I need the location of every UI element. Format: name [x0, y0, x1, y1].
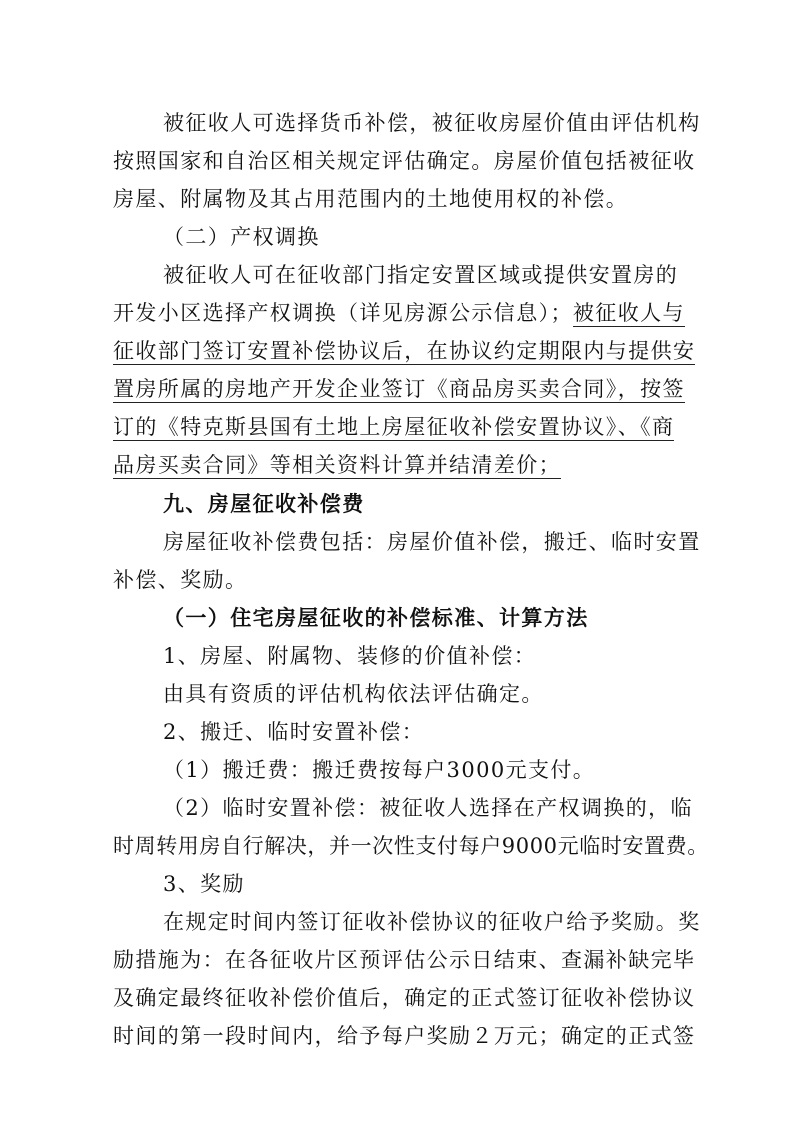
- section-heading: （一）住宅房屋征收的补偿标准、计算方法: [163, 606, 589, 630]
- paragraph-line: 时周转用房自行解决，并一次性支付每户9000元临时安置费。: [113, 834, 709, 858]
- paragraph-line: 时间的第一段时间内，给予每户奖励２万元；确定的正式签: [113, 1024, 696, 1048]
- paragraph-line: 按照国家和自治区相关规定评估确定。房屋价值包括被征收: [113, 149, 696, 173]
- underlined-paragraph-line: [113, 452, 561, 478]
- paragraph-line: 1、房屋、附属物、装修的价值补偿：: [163, 644, 537, 668]
- paragraph-line: 在规定时间内签订征收补偿协议的征收户给予奖励。奖: [163, 910, 701, 934]
- paragraph-line: 由具有资质的评估机构依法评估确定。: [163, 682, 544, 706]
- paragraph-line: 被征收人可在征收部门指定安置区域或提供安置房的: [163, 263, 679, 287]
- paragraph-line: 励措施为：在各征收片区预评估公示日结束、查漏补缺完毕: [113, 948, 696, 972]
- underlined-paragraph-line: [113, 338, 695, 364]
- text-segment: 开发小区选择产权调换（详见房源公示信息）；: [113, 301, 573, 325]
- paragraph-line: 被征收人可选择货币补偿，被征收房屋价值由评估机构: [163, 111, 701, 135]
- paragraph-line: 补偿、奖励。: [113, 568, 248, 592]
- underlined-paragraph-line: [113, 414, 674, 440]
- underlined-text: 品房买卖合同》等相关资料计算并结清差价；: [113, 453, 561, 477]
- paragraph-line: （2）临时安置补偿：被征收人选择在产权调换的，临: [163, 796, 693, 820]
- paragraph-line: 房屋、附属物及其占用范围内的土地使用权的补偿。: [113, 187, 629, 211]
- underlined-text: 订的《特克斯县国有土地上房屋征收补偿安置协议》、《商: [113, 415, 675, 439]
- paragraph-line: 及确定最终征收补偿价值后，确定的正式签订征收补偿协议: [113, 986, 696, 1010]
- paragraph-line: 3、奖励: [163, 872, 245, 896]
- section-subheading: （二）产权调换: [163, 225, 320, 249]
- paragraph-line: 2、搬迁、临时安置补偿：: [163, 720, 425, 744]
- paragraph-line: 房屋征收补偿费包括：房屋价值补偿，搬迁、临时安置: [163, 530, 701, 554]
- underlined-text: 征收部门签订安置补偿协议后，在协议约定期限内与提供安: [113, 339, 696, 363]
- underlined-text: 被征收人与: [572, 301, 685, 325]
- paragraph-line: [113, 300, 685, 326]
- underlined-paragraph-line: [113, 376, 685, 402]
- section-heading: 九、房屋征收补偿费: [163, 492, 365, 516]
- underlined-text: 置房所属的房地产开发企业签订《商品房买卖合同》，按签: [113, 377, 685, 401]
- paragraph-line: （1）搬迁费：搬迁费按每户3000元支付。: [163, 758, 596, 782]
